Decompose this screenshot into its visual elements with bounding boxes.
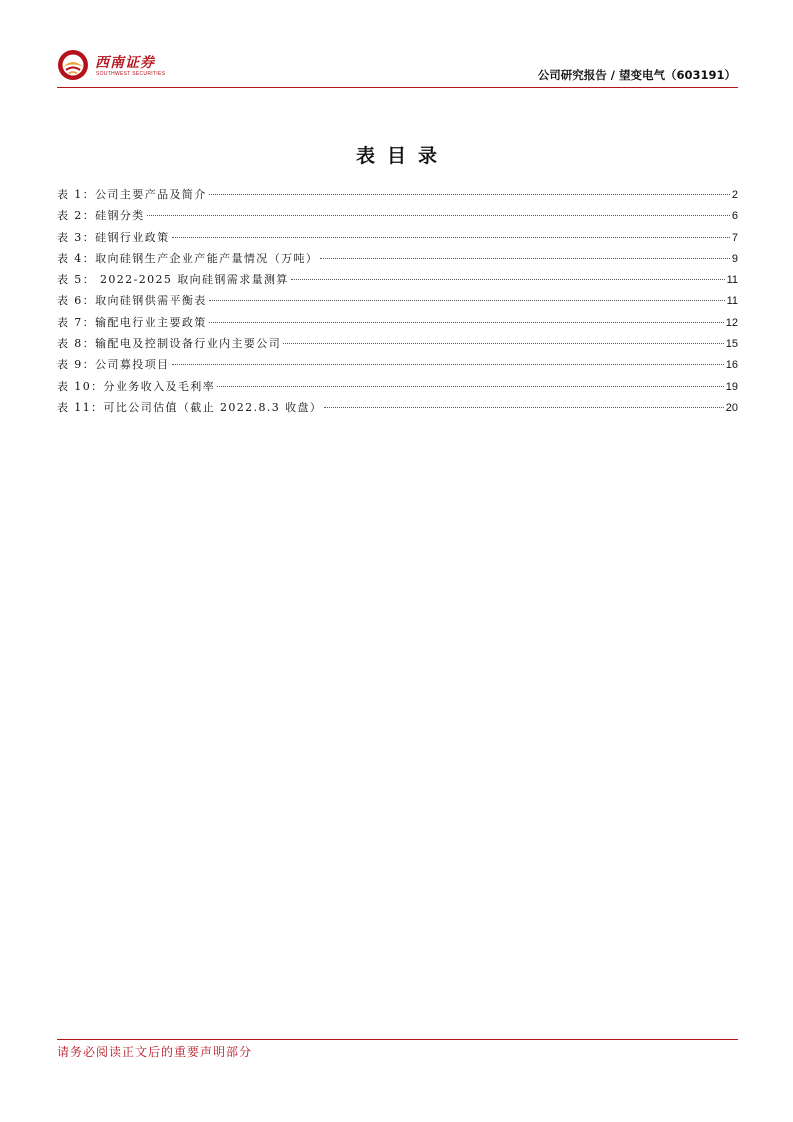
toc-entry-page: 15: [725, 338, 738, 351]
toc-entry-page: 7: [731, 231, 738, 244]
dot-leader: [172, 364, 724, 365]
toc-entry-label: 表 4：取向硅钢生产企业产能产量情况（万吨）: [57, 251, 319, 265]
toc-entry-label: 表 7：输配电行业主要政策: [57, 315, 207, 329]
toc-entry-page: 19: [725, 380, 738, 393]
toc-entry[interactable]: [57, 376, 738, 397]
toc-entry-label: 表 3：硅钢行业政策: [57, 230, 170, 244]
page-header: [57, 48, 738, 88]
toc-entry-label: 表 5： 2022-2025 取向硅钢需求量测算: [57, 273, 289, 287]
dot-leader: [320, 258, 730, 259]
toc-entry[interactable]: [57, 333, 738, 354]
dot-leader: [209, 300, 725, 301]
logo-mark-icon: [57, 49, 89, 81]
toc-entry[interactable]: [57, 184, 738, 205]
dot-leader: [172, 237, 730, 238]
toc-entry-label: 表 6：取向硅钢供需平衡表: [57, 294, 207, 308]
toc-entry-page: 12: [725, 316, 738, 329]
toc-entry-page: 6: [731, 210, 738, 223]
dot-leader: [209, 194, 730, 195]
company-logo: [57, 48, 187, 84]
footer-divider: [57, 1039, 738, 1040]
footer-disclaimer: 请务必阅读正文后的重要声明部分: [57, 1045, 253, 1059]
toc-entry-page: 11: [726, 274, 738, 287]
toc-entry-page: 16: [725, 359, 738, 372]
toc-entry-page: 2: [731, 189, 738, 201]
toc-entry-label: 表 2：硅钢分类: [57, 209, 145, 223]
toc-entry-page: 9: [731, 252, 738, 265]
toc-entry[interactable]: [57, 312, 738, 333]
toc-entry[interactable]: [57, 397, 738, 418]
toc-entry-page: 11: [726, 295, 738, 308]
dot-leader: [283, 343, 724, 344]
header-divider: [57, 87, 738, 88]
toc-entry-page: 20: [725, 401, 738, 414]
dot-leader: [291, 279, 725, 280]
dot-leader: [217, 386, 724, 387]
toc-entry-label: 表 11：可比公司估值（截止 2022.8.3 收盘）: [57, 400, 323, 414]
toc-entry[interactable]: [57, 290, 738, 311]
toc-entry-label: 表 9：公司募投项目: [57, 358, 170, 372]
toc-entry-label: 表 10：分业务收入及毛利率: [57, 379, 216, 393]
dot-leader: [324, 407, 723, 408]
toc-entry[interactable]: [57, 205, 738, 226]
toc-entry[interactable]: [57, 227, 738, 248]
toc-entry[interactable]: [57, 269, 738, 290]
toc-entry[interactable]: [57, 248, 738, 269]
table-of-tables: [57, 184, 738, 418]
logo-english-name: SOUTHWEST SECURITIES: [96, 71, 166, 77]
toc-entry-label: 表 8：输配电及控制设备行业内主要公司: [57, 337, 282, 351]
logo-chinese-name: 西南证券: [95, 55, 155, 71]
dot-leader: [147, 215, 730, 216]
toc-entry[interactable]: [57, 354, 738, 375]
report-title: 公司研究报告 / 望变电气（603191）: [537, 68, 736, 82]
toc-heading: 表目录: [355, 145, 449, 167]
dot-leader: [209, 322, 724, 323]
toc-entry-label: 表 1：公司主要产品及简介: [57, 188, 207, 201]
